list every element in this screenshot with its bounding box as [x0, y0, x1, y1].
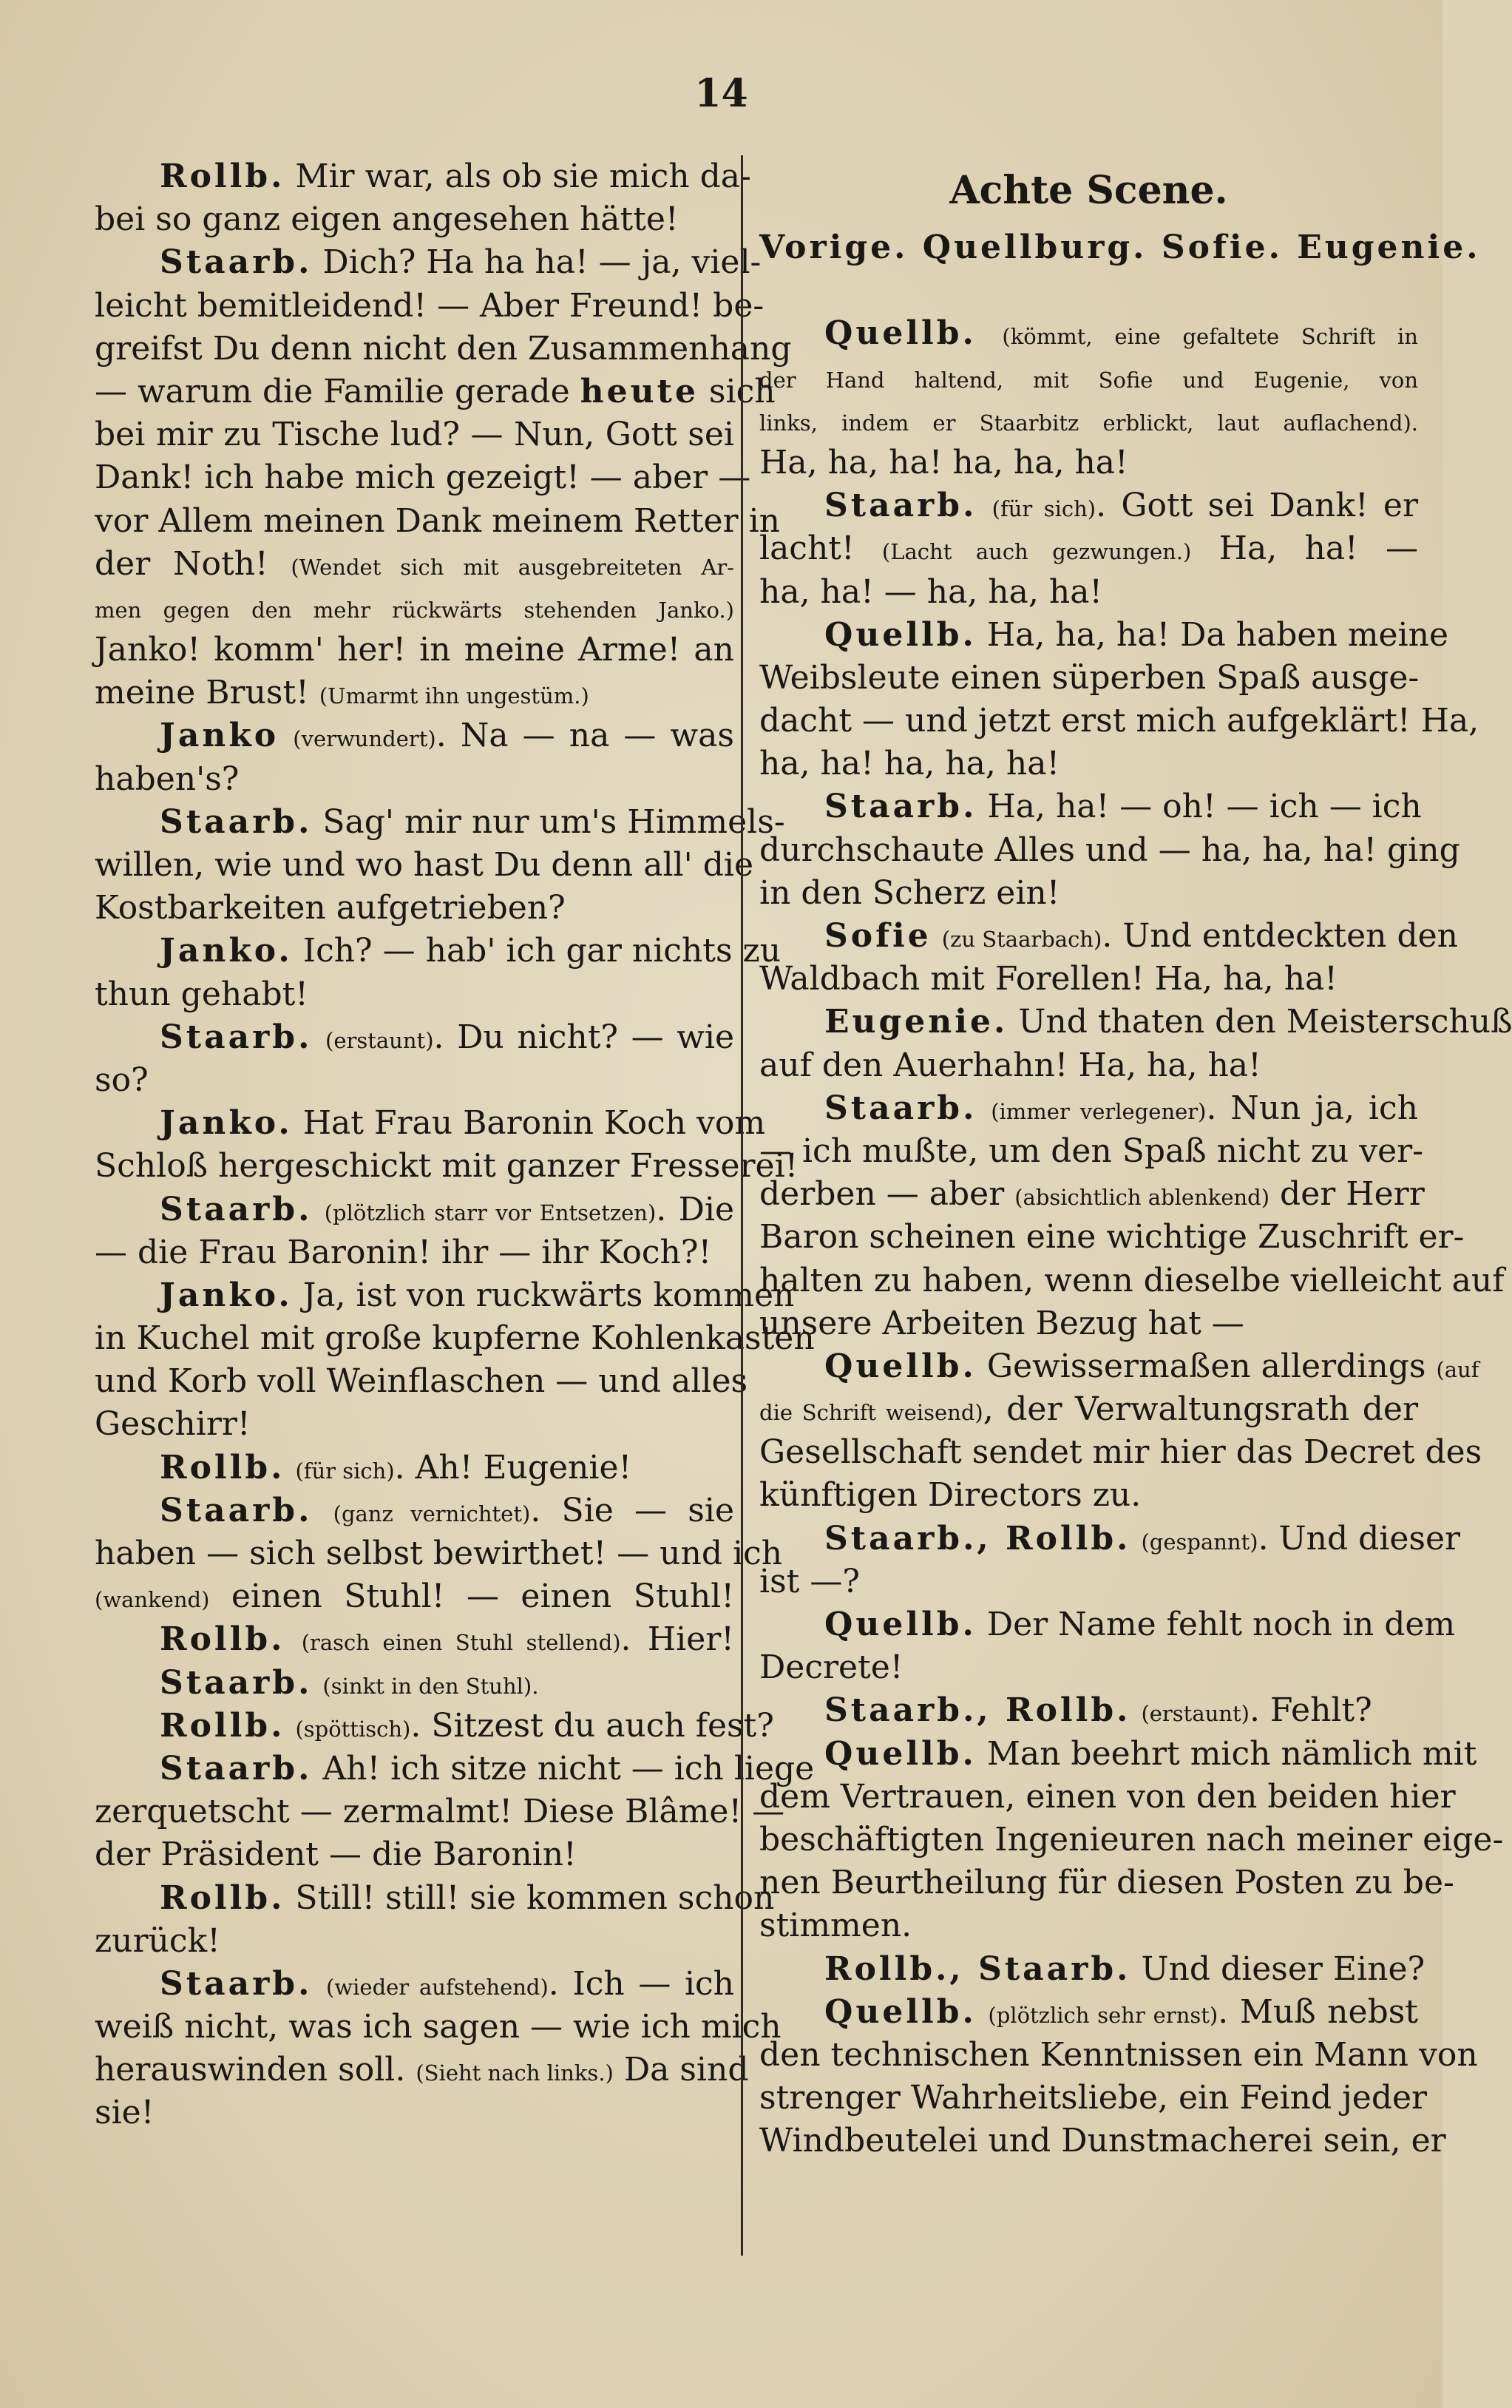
text-line [95, 328, 792, 371]
text-line [759, 1388, 1418, 1431]
stage-direction: (absichtlich ablenkend) [1014, 1185, 1270, 1211]
dialogue-text: zurück! [95, 1921, 220, 1960]
dialogue-text: Der Name fehlt noch in dem [976, 1606, 1456, 1643]
dialogue-text: Man beehrt mich nämlich mit [976, 1734, 1477, 1773]
dialogue-text: . Sie — sie [530, 1491, 734, 1529]
speaker-name: Rollb. [160, 1706, 285, 1745]
text-line [95, 2091, 734, 2134]
text-line [95, 1403, 734, 1446]
text-line [95, 155, 751, 198]
speaker-name: Sofie [824, 917, 932, 955]
dialogue-text: Sag' mir nur um's Himmels- [312, 802, 785, 841]
left-column [95, 155, 815, 2135]
text-line [95, 456, 751, 499]
dialogue-text: den technischen Kenntnissen ein Mann von [759, 2035, 1478, 2074]
dialogue-text: Ha, ha! — [1191, 530, 1418, 568]
text-line [759, 1474, 1418, 1517]
dialogue-text: halten zu haben, wenn dieselbe vielleicht auf [759, 1261, 1505, 1299]
text-line [759, 1216, 1465, 1259]
dialogue-text [932, 917, 942, 955]
speaker-name: Janko. [160, 932, 293, 970]
dialogue-text: Ich? — hab' ich gar nichts zu [292, 932, 782, 970]
dialogue-text: haben — sich selbst bewirthet! — und ich [95, 1535, 783, 1572]
text-line [759, 399, 1418, 442]
text-line [759, 700, 1479, 743]
text-line [759, 2034, 1478, 2077]
text-line [95, 1231, 734, 1274]
text-line [759, 484, 1418, 527]
dialogue-text [1130, 1520, 1141, 1558]
dialogue-text: Ha, ha, ha! Da haben meine [976, 615, 1448, 654]
speaker-name: Staarb. [160, 1964, 313, 2003]
text-line [759, 785, 1422, 828]
page-number: 14 [694, 71, 748, 116]
text-line [95, 973, 734, 1016]
text-line [95, 714, 734, 757]
stage-direction: (auf [1436, 1356, 1479, 1382]
stage-direction: (Sieht nach links.) [416, 2060, 614, 2086]
speaker-name: Quellb. [824, 1606, 977, 1643]
speaker-name: Staarb. [160, 1018, 313, 1056]
dialogue-text [279, 717, 293, 754]
dialogue-text: weiß nicht, was ich sagen — wie ich mich [95, 2008, 782, 2046]
dialogue-text: . Hier! [620, 1620, 734, 1659]
right-column [741, 155, 1512, 2256]
text-line [95, 1016, 734, 1059]
dialogue-text: der Herr [1269, 1175, 1425, 1214]
dialogue-text: Baron scheinen eine wichtige Zuschrift er- [759, 1218, 1465, 1257]
dialogue-text: ha, ha! — ha, ha, ha! [759, 572, 1103, 611]
speaker-name: Rollb. [160, 158, 285, 195]
stage-direction: (verwundert) [293, 726, 436, 752]
dialogue-text: Gewissermaßen allerdings [976, 1347, 1437, 1385]
speaker-name: Staarb. [160, 802, 313, 841]
text-line [759, 915, 1459, 958]
text-line [95, 1920, 734, 1963]
text-line [759, 1948, 1425, 1991]
stage-direction: der Hand haltend, mit Sofie und Eugenie, von [759, 367, 1418, 393]
text-line [759, 1689, 1418, 1732]
text-line [95, 198, 734, 241]
text-line [95, 672, 734, 714]
text-line [759, 442, 1418, 484]
stage-direction: (wieder aufstehend) [326, 1974, 549, 2000]
dialogue-text: herauswinden soll. [95, 2051, 416, 2089]
text-line [95, 285, 765, 328]
text-line [759, 1044, 1418, 1087]
text-line [759, 1819, 1504, 1861]
text-line [95, 1618, 734, 1661]
dialogue-text: lacht! [759, 530, 882, 568]
dialogue-text: Geschirr! [95, 1405, 251, 1444]
dialogue-text: bei mir zu Tische lud? — Nun, Gott sei [95, 416, 734, 454]
text-line [759, 226, 1481, 269]
dialogue-text: Mir war, als ob sie mich da- [285, 158, 751, 195]
dialogue-text: und Korb voll Weinflaschen — und alles [95, 1362, 748, 1401]
text-line [95, 1662, 734, 1705]
dialogue-text: einen Stuhl! — einen Stuhl! [209, 1577, 734, 1616]
dialogue-text [285, 1620, 301, 1658]
dialogue-text: willen, wie und wo hast Du denn all' die [95, 846, 753, 884]
speaker-name: Staarb. [824, 788, 977, 826]
stage-direction: (spöttisch) [295, 1716, 411, 1742]
dialogue-text: bei so ganz eigen angesehen hätte! [95, 200, 679, 239]
text-line [759, 356, 1418, 399]
text-line [95, 500, 780, 543]
dialogue-text: . Muß nebst [1218, 1992, 1418, 2031]
dialogue-text: greifst Du denn nicht den Zusammenhang [95, 329, 792, 368]
stage-direction: (gespannt) [1141, 1529, 1258, 1555]
speaker-name: Staarb. [160, 243, 313, 282]
dialogue-text: so? [95, 1061, 149, 1099]
text-line [95, 1575, 734, 1618]
text-line [95, 1102, 766, 1145]
text-line [759, 1001, 1512, 1044]
text-line [95, 2049, 749, 2091]
dialogue-text: . Und dieser [1258, 1519, 1461, 1558]
speaker-name: Rollb. [160, 1620, 285, 1659]
dialogue-text: . Sitzest du auch fest? [410, 1706, 774, 1745]
stage-direction: (kömmt, eine gefaltete Schrift in [1002, 324, 1418, 350]
text-line [95, 543, 734, 586]
dialogue-text: der Präsident — die Baronin! [95, 1836, 577, 1874]
text-line [759, 1560, 1418, 1603]
dialogue-text: meine Brust! [95, 674, 319, 712]
dialogue-text: Dich? Ha ha ha! — ja, viel- [312, 243, 762, 282]
text-line [759, 312, 1418, 355]
stage-direction: (erstaunt) [325, 1027, 434, 1053]
text-line [95, 241, 762, 284]
dialogue-text: vor Allem meinen Dank meinem Retter in [95, 501, 780, 540]
dialogue-text: ha, ha! ha, ha, ha! [759, 745, 1060, 783]
text-line [95, 1059, 734, 1102]
text-line [95, 371, 776, 413]
speaker-name: Janko. [160, 1104, 293, 1143]
stage-direction: (Wendet sich mit ausgebreiteten Ar- [291, 554, 734, 580]
text-line [759, 872, 1418, 915]
dialogue-text: Ha, ha, ha! ha, ha, ha! [759, 443, 1128, 481]
text-line [95, 1145, 799, 1188]
dialogue-text: thun gehabt! [95, 975, 308, 1013]
text-line [759, 1733, 1477, 1776]
text-line [759, 1776, 1456, 1819]
stage-direction: (für sich) [991, 496, 1096, 522]
dialogue-text: Still! still! sie kommen schon [285, 1878, 775, 1917]
speaker-name: Staarb. [824, 1089, 977, 1127]
dialogue-text: strenger Wahrheitsliebe, ein Feind jeder [759, 2079, 1428, 2117]
dialogue-text: , der Verwaltungsrath der [983, 1390, 1418, 1429]
text-line [95, 1274, 795, 1317]
text-line [759, 1345, 1479, 1388]
text-line [759, 1087, 1418, 1130]
text-line [759, 1904, 1418, 1947]
speaker-name: Rollb. [160, 1878, 285, 1917]
text-line [759, 1259, 1505, 1302]
text-line [759, 614, 1448, 657]
text-line [95, 629, 734, 672]
dialogue-text [312, 1965, 326, 2003]
dialogue-text: Und thaten den Meisterschuß [1008, 1003, 1512, 1041]
stage-direction: (sinkt in den Stuhl). [322, 1673, 539, 1699]
dialogue-text: durchschaute Alles und — ha, ha, ha! ging [759, 831, 1460, 869]
text-line [759, 1991, 1418, 2034]
speaker-name: Rollb., Staarb. [824, 1949, 1131, 1988]
text-line [759, 1603, 1456, 1646]
text-line [95, 1360, 748, 1403]
text-line [95, 1748, 815, 1790]
speaker-name: Staarb. [160, 1190, 313, 1228]
speaker-name: Staarb., Rollb. [824, 1519, 1131, 1558]
dialogue-text [312, 1191, 324, 1228]
dialogue-text: unsere Arbeiten Bezug hat — [759, 1304, 1244, 1342]
dialogue-text: Decrete! [759, 1648, 904, 1687]
stage-direction: (wankend) [95, 1587, 210, 1613]
text-line [95, 887, 734, 930]
dialogue-text: ist —? [759, 1562, 860, 1600]
dialogue-text: Ha, ha! — oh! — ich — ich [977, 788, 1422, 826]
dialogue-text: Und dieser Eine? [1130, 1949, 1425, 1988]
dialogue-text: Windbeutelei und Dunstmacherei sein, er [759, 2122, 1446, 2160]
speaker-name: Rollb. [160, 1448, 285, 1487]
stage-direction: (ganz vernichtet) [333, 1501, 531, 1526]
dialogue-text: Janko! komm' her! in meine Arme! an [95, 631, 734, 669]
text-line [759, 1173, 1425, 1216]
text-line [759, 743, 1418, 785]
dialogue-text: auf den Auerhahn! Ha, ha, ha! [759, 1046, 1261, 1084]
stage-direction: die Schrift weisend) [759, 1400, 983, 1426]
dialogue-text: in Kuchel mit große kupferne Kohlenkasten [95, 1319, 815, 1358]
dialogue-text: . Gott sei Dank! er [1096, 487, 1418, 525]
text-line [759, 829, 1460, 872]
dialogue-text: künftigen Directors zu. [759, 1476, 1142, 1515]
text-line [759, 958, 1418, 1001]
dialogue-text: nen Beurtheilung für diesen Posten zu be- [759, 1864, 1454, 1902]
dialogue-text: Da sind [613, 2051, 749, 2089]
dialogue-text: Gesellschaft sendet mir hier das Decret des [759, 1433, 1482, 1472]
text-line [759, 657, 1418, 700]
text-line [759, 1861, 1454, 1904]
dialogue-text [312, 1018, 325, 1056]
text-line [759, 2120, 1446, 2162]
dialogue-text: . Ah! Eugenie! [394, 1448, 632, 1487]
speaker-name: Quellb. [824, 615, 977, 654]
dialogue-text: zerquetscht — zermalmt! Diese Blâme! — [95, 1793, 785, 1831]
text-line [95, 1833, 734, 1876]
dialogue-text [312, 1492, 333, 1529]
text-line [95, 1963, 734, 2006]
dialogue-text: Ja, ist von ruckwärts kommen [292, 1276, 795, 1314]
dialogue-text [977, 1089, 991, 1127]
text-line [759, 269, 1418, 312]
dialogue-text: derben — aber [759, 1175, 1015, 1214]
stage-direction: (plötzlich starr vor Entsetzen) [324, 1200, 657, 1225]
dialogue-text: haben's? [95, 760, 240, 798]
dialogue-text: . Na — na — was [435, 717, 734, 755]
stage-direction: (zu Staarbach) [941, 927, 1102, 952]
dialogue-text: sich [698, 372, 776, 410]
dialogue-text: Kostbarkeiten aufgetrieben? [95, 889, 566, 927]
dialogue-text [285, 1707, 295, 1745]
dialogue-text: . Du nicht? — wie [433, 1018, 734, 1056]
dialogue-text: — die Frau Baronin! ihr — ihr Koch?! [95, 1233, 712, 1271]
text-line [759, 571, 1418, 614]
dialogue-text: beschäftigten Ingenieuren nach meiner eige- [759, 1820, 1504, 1859]
text-line [95, 844, 753, 887]
dialogue-text: . Ich — ich [548, 1964, 734, 2003]
speaker-name: heute [580, 372, 699, 410]
stage-direction: links, indem er Staarbitz erblickt, laut auflachend). [759, 410, 1418, 436]
text-line [95, 1705, 774, 1748]
text-line [95, 758, 734, 801]
dialogue-text [1130, 1691, 1141, 1729]
stage-direction: (für sich) [295, 1458, 395, 1484]
speaker-name: Quellb. [824, 1992, 977, 2031]
text-line [95, 1877, 775, 1920]
stage-direction: (Lacht auch gezwungen.) [881, 539, 1192, 565]
text-line [759, 1518, 1461, 1560]
speaker-name: Vorige. Quellburg. Sofie. Eugenie. [759, 229, 1481, 266]
speaker-name: Staarb. [160, 1663, 313, 1702]
dialogue-text: — warum die Familie gerade [95, 372, 580, 410]
text-line [759, 1302, 1418, 1345]
dialogue-text: Waldbach mit Forellen! Ha, ha, ha! [759, 960, 1338, 998]
speaker-name: Eugenie. [824, 1003, 1008, 1041]
speaker-name: Quellb. [824, 1734, 977, 1773]
dialogue-text: . Fehlt? [1249, 1691, 1372, 1730]
text-line [95, 930, 782, 973]
text-line [759, 1431, 1482, 1474]
dialogue-text: in den Scherz ein! [759, 873, 1060, 912]
text-line [759, 1130, 1424, 1173]
dialogue-text: stimmen. [759, 1907, 912, 1945]
dialogue-text [312, 1664, 322, 1702]
dialogue-text: Hat Frau Baronin Koch vom [292, 1104, 766, 1143]
text-line [95, 2006, 782, 2049]
dialogue-text [285, 1449, 295, 1487]
text-line [95, 1489, 734, 1532]
stage-direction: men gegen den mehr rückwärts stehenden Janko.) [95, 597, 734, 623]
dialogue-text: leicht bemitleidend! — Aber Freund! be- [95, 286, 765, 325]
text-line [95, 586, 734, 629]
dialogue-text: dem Vertrauen, einen von den beiden hier [759, 1777, 1456, 1816]
dialogue-text: — ich mußte, um den Spaß nicht zu ver- [759, 1132, 1424, 1170]
speaker-name: Staarb., Rollb. [824, 1691, 1131, 1730]
text-line [95, 1532, 783, 1575]
text-line [95, 801, 785, 844]
speaker-name: Staarb. [160, 1749, 313, 1788]
stage-direction: (rasch einen Stuhl stellend) [301, 1630, 621, 1656]
speaker-name: Staarb. [160, 1491, 313, 1529]
dialogue-text [977, 314, 1003, 352]
right-column-lines [759, 226, 1512, 2162]
text-line [95, 1188, 734, 1231]
dialogue-text: Schloß hergeschickt mit ganzer Fresserei! [95, 1147, 799, 1186]
speaker-name: Janko [160, 717, 279, 755]
speaker-name: Quellb. [824, 314, 977, 353]
stage-direction: (plötzlich sehr ernst) [988, 2002, 1218, 2028]
speaker-name: Staarb. [824, 487, 977, 525]
dialogue-text: . Und entdeckten den [1102, 917, 1459, 955]
dialogue-text: Weibsleute einen süperben Spaß ausge- [759, 658, 1420, 697]
stage-direction: (Umarmt ihn ungestüm.) [319, 683, 589, 709]
dialogue-text: der Noth! [95, 544, 291, 583]
dialogue-text [977, 487, 991, 524]
stage-direction: (erstaunt) [1141, 1701, 1250, 1727]
text-line [95, 413, 734, 456]
text-line [759, 1646, 1418, 1689]
text-line [759, 527, 1418, 570]
dialogue-text: Ah! ich sitze nicht — ich liege [312, 1749, 815, 1788]
dialogue-text: sie! [95, 2094, 155, 2132]
scene-title: Achte Scene. [949, 168, 1228, 213]
dialogue-text: Dank! ich habe mich gezeigt! — aber — [95, 459, 751, 497]
dialogue-text: . Die [656, 1190, 734, 1228]
speaker-name: Quellb. [824, 1347, 977, 1385]
dialogue-text: dacht — und jetzt erst mich aufgeklärt! Ha, [759, 702, 1479, 740]
text-line [95, 1790, 785, 1833]
text-line [95, 1447, 734, 1489]
text-line [95, 1317, 815, 1360]
text-line [759, 2077, 1428, 2120]
stage-direction: (immer verlegener) [991, 1098, 1207, 1124]
dialogue-text [977, 1993, 989, 2031]
dialogue-text: . Nun ja, ich [1206, 1089, 1418, 1127]
speaker-name: Janko. [160, 1276, 293, 1314]
